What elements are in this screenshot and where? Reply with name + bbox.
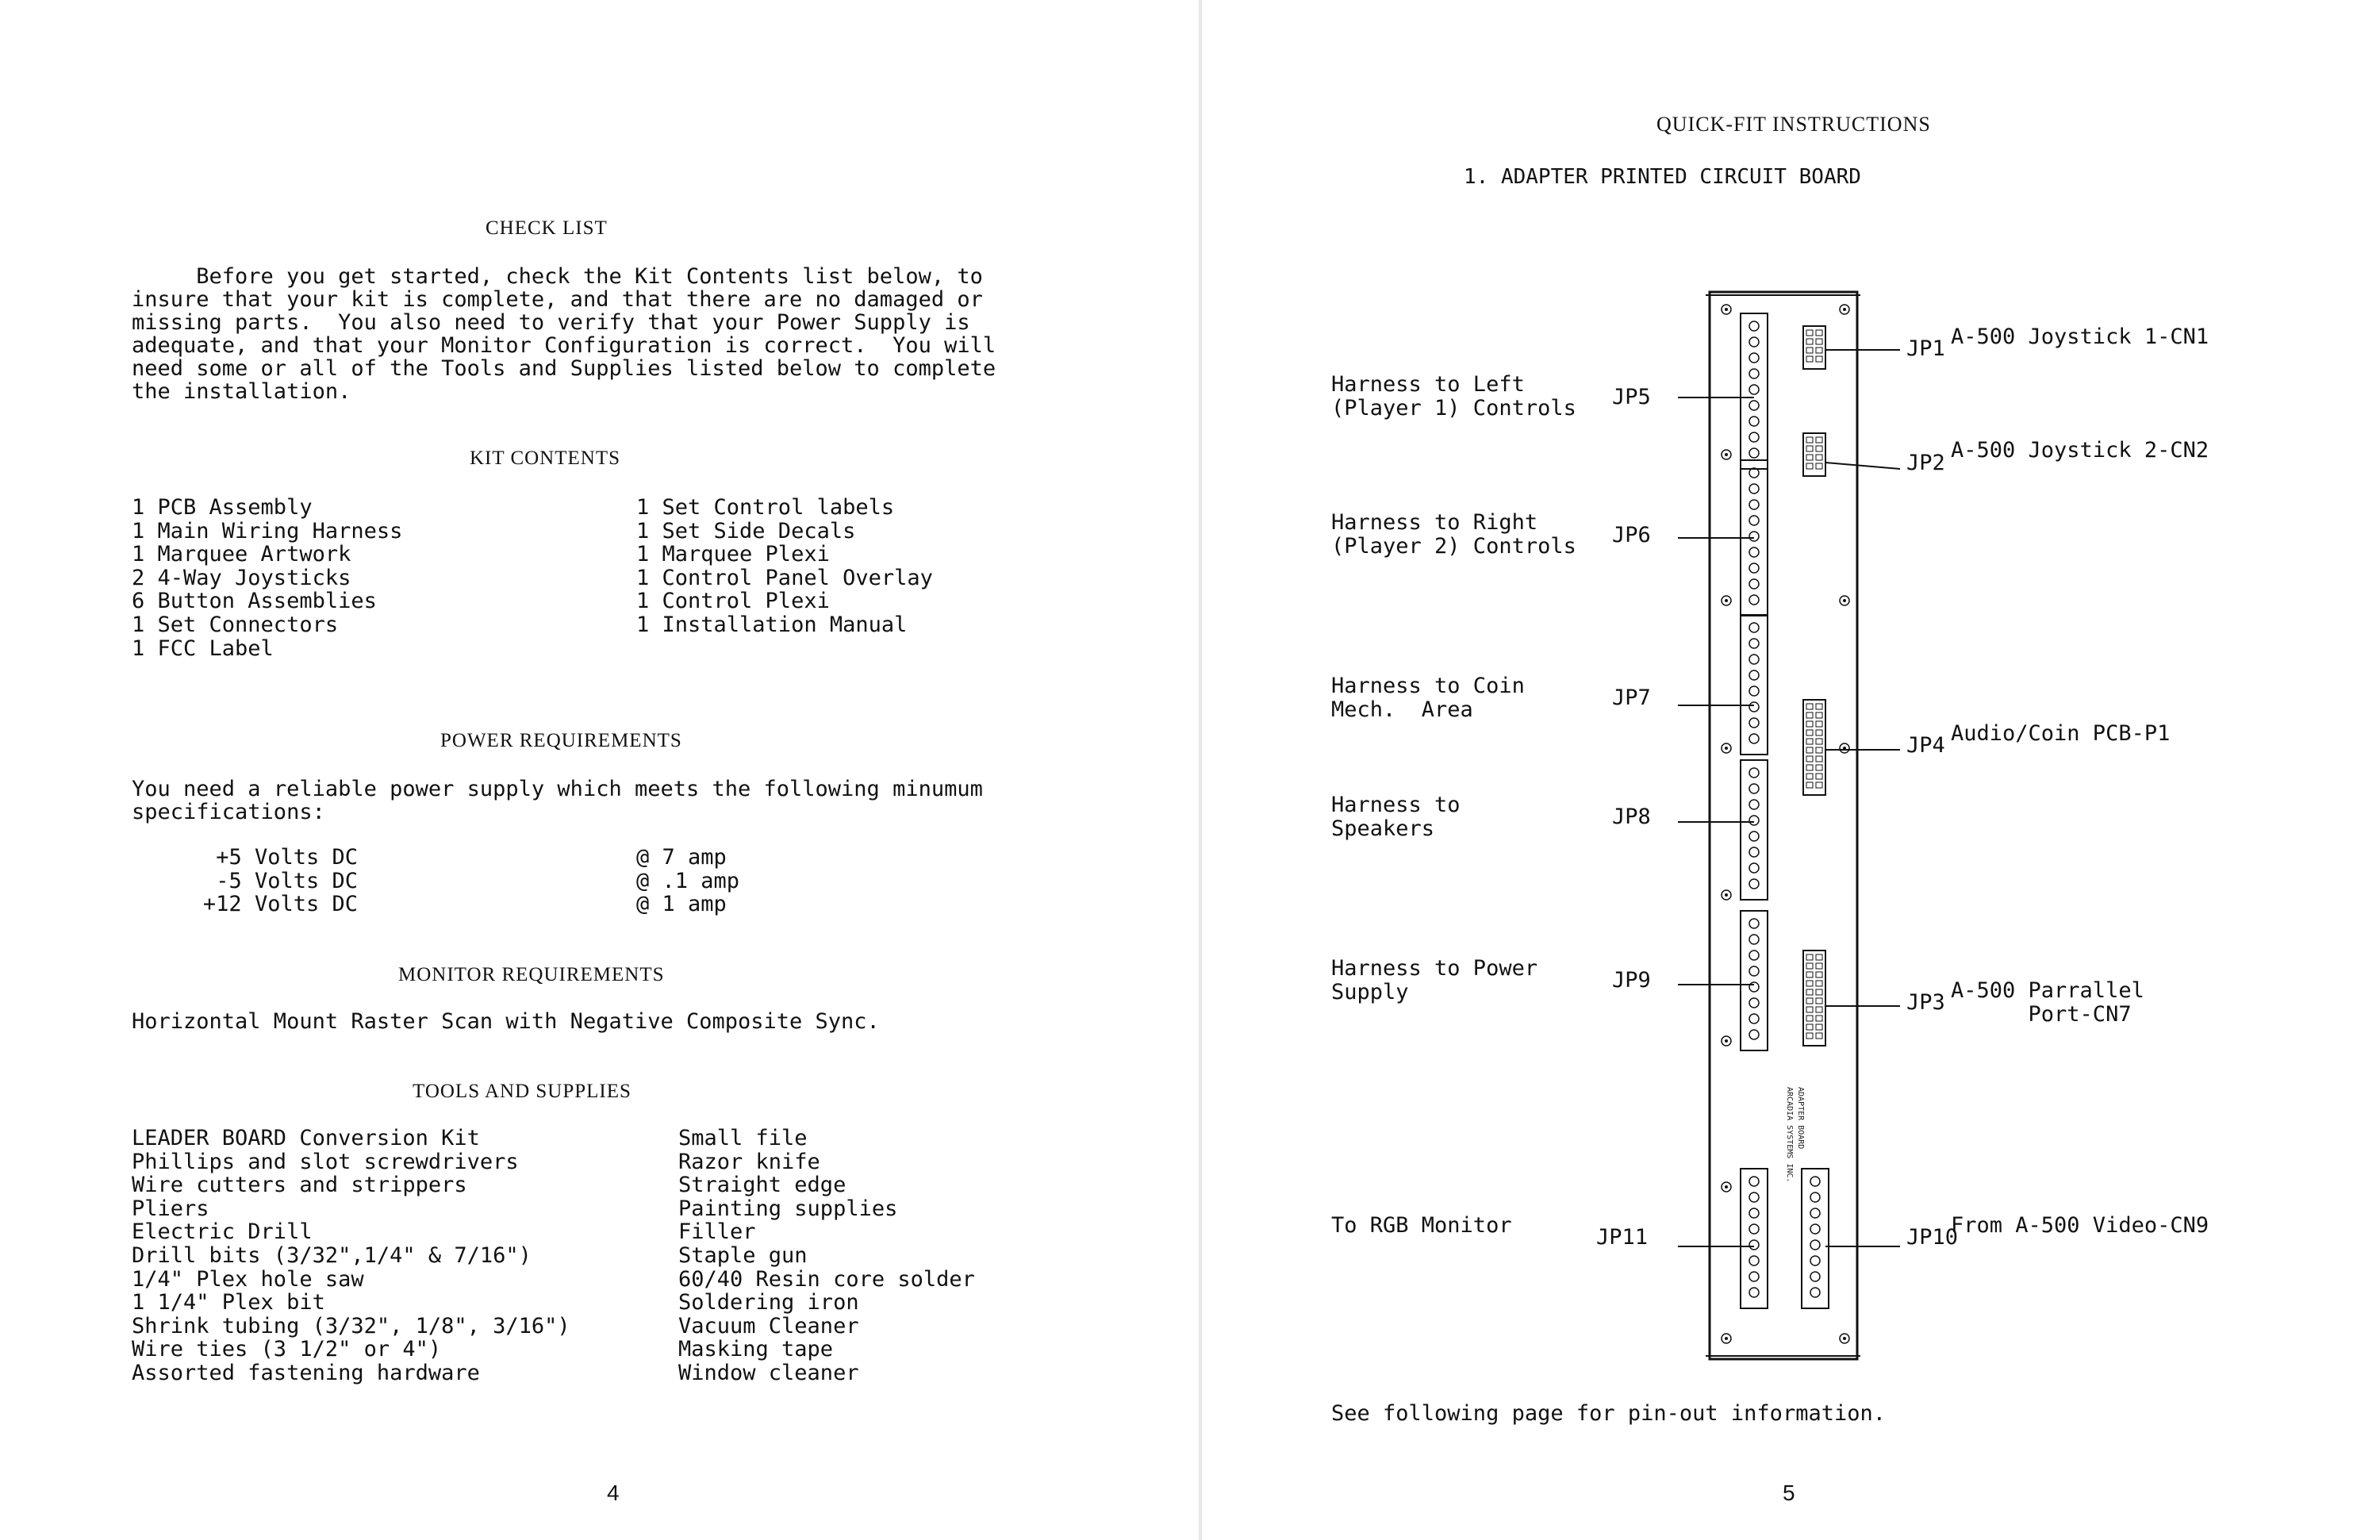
jp7-connector-pin (1749, 655, 1759, 664)
kit-item: 1 Set Side Decals (636, 518, 856, 543)
jp11-connector-pin (1749, 1224, 1759, 1234)
jp2-header-pin (1806, 437, 1813, 443)
kit-item: 1 Marquee Artwork (132, 542, 351, 567)
tool-item: Filler (678, 1219, 756, 1245)
jp1-header-pin (1816, 348, 1822, 353)
jp9-connector-pin (1749, 950, 1759, 960)
section-subtitle: 1. ADAPTER PRINTED CIRCUIT BOARD (1464, 165, 1861, 189)
jp2-header-pin (1816, 455, 1822, 460)
jp5-connector-pin (1749, 385, 1759, 394)
harness-label-line: Supply (1331, 980, 1409, 1004)
jp3-header-pin (1816, 954, 1822, 960)
adapter-pcb-diagram (1202, 0, 2380, 1540)
jp3-header-pin (1816, 981, 1822, 986)
jp5-connector-pin (1749, 337, 1759, 347)
jp4-header-pin (1816, 765, 1822, 770)
jp3-header-pin (1816, 963, 1822, 969)
harness-label-line: Harness to Power (1331, 956, 1538, 981)
jp3-header-pin (1816, 1033, 1822, 1039)
power-amp-item: @ .1 amp (636, 868, 740, 893)
kit-item: 6 Button Assemblies (132, 589, 377, 614)
jp3-header-pin (1806, 972, 1813, 977)
jp11-connector-pin (1749, 1192, 1759, 1202)
jp4-header-pin (1806, 774, 1813, 779)
connector-label-line: A-500 Joystick 1-CN1 (1951, 325, 2209, 349)
power-amp-item: @ 7 amp (636, 845, 727, 870)
kit-item: 1 PCB Assembly (132, 495, 313, 520)
page-number-left: 4 (607, 1480, 620, 1505)
jp4-header-pin (1806, 782, 1813, 788)
jp9-connector-pin (1749, 1030, 1759, 1039)
jp2-header-pin (1806, 446, 1813, 451)
kit-contents-left-list (132, 496, 402, 660)
jp5-connector-pin (1749, 448, 1759, 458)
tool-item: Shrink tubing (3/32", 1/8", 3/16") (132, 1313, 570, 1338)
checklist-title: CHECK LIST (486, 217, 608, 239)
tools-supplies-title: TOOLS AND SUPPLIES (413, 1081, 631, 1102)
jp6-connector-pin (1749, 500, 1759, 509)
jp3-header-pin (1816, 1024, 1822, 1030)
power-intro-line: You need a reliable power supply which meets the following minumum (132, 777, 983, 801)
jp9-connector-pin (1749, 966, 1759, 976)
jp10-connector-pin (1810, 1240, 1820, 1250)
tool-item: Staple gun (678, 1242, 808, 1268)
jp5-connector-pin (1749, 432, 1759, 442)
jumper-label: JP8 (1612, 805, 1651, 829)
harness-label (1331, 511, 1576, 559)
jp4-header-pin (1806, 756, 1813, 762)
jp8-connector-pin (1749, 831, 1759, 841)
jp10-connector-pin (1810, 1256, 1820, 1265)
jp4-header-pin (1806, 739, 1813, 744)
kit-item: 2 4-Way Joysticks (132, 565, 351, 590)
mounting-hole-center (1725, 893, 1728, 897)
kit-item: 1 Control Panel Overlay (636, 565, 933, 590)
jp4-header-pin (1816, 730, 1822, 735)
jp8-connector-pin (1749, 863, 1759, 873)
mounting-hole-center (1725, 1337, 1728, 1340)
jp10-connector-pin (1810, 1177, 1820, 1186)
jp8-connector-pin (1749, 847, 1759, 857)
mounting-hole-center (1725, 1039, 1728, 1043)
tools-left-list (132, 1127, 570, 1385)
mounting-hole-center (1843, 1337, 1846, 1340)
jp1-header-pin (1806, 348, 1813, 353)
jp4-header-pin (1816, 774, 1822, 779)
jp4-header-pin (1816, 756, 1822, 762)
connector-label (1951, 722, 2170, 746)
jp4-header-pin (1816, 704, 1822, 709)
jp7-connector-pin (1749, 734, 1759, 743)
jp1-header-pin (1816, 356, 1822, 362)
harness-label-line: Mech. Area (1331, 697, 1473, 722)
harness-label (1331, 373, 1576, 421)
tool-item: 1/4" Plex hole saw (132, 1266, 364, 1292)
jp8-connector-pin (1749, 879, 1759, 889)
jp3-header-pin (1806, 981, 1813, 986)
connector-label (1951, 979, 2144, 1027)
jp3-header-pin (1806, 954, 1813, 960)
jp4-header-pin (1816, 721, 1822, 727)
harness-label-line: Speakers (1331, 816, 1435, 841)
connector-label (1951, 325, 2209, 349)
jp4-header-pin (1816, 712, 1822, 718)
jp3-header-pin (1816, 998, 1822, 1004)
jp8-connector-pin (1749, 768, 1759, 778)
page-right (1202, 0, 2380, 1540)
jp9-connector-pin (1749, 1014, 1759, 1023)
harness-label-line: (Player 1) Controls (1331, 396, 1576, 421)
harness-label-line: To RGB Monitor (1331, 1213, 1512, 1238)
jp6-connector-pin (1749, 595, 1759, 605)
jp4-header-pin (1806, 721, 1813, 727)
jp4-header-pin (1816, 739, 1822, 744)
jp11-connector-pin (1749, 1177, 1759, 1186)
intro-line: Before you get started, check the Kit Contents list below, to (132, 264, 983, 289)
jp6-connector-pin (1749, 484, 1759, 493)
jumper-label: JP4 (1906, 733, 1945, 758)
harness-label (1331, 957, 1537, 1004)
jp7-connector-pin (1749, 639, 1759, 648)
jp3-header-pin (1806, 1016, 1813, 1021)
jp4-header-pin (1806, 765, 1813, 770)
jp10-connector-pin (1810, 1272, 1820, 1281)
jumper-label: JP6 (1612, 523, 1651, 547)
jp6-connector-pin (1749, 579, 1759, 589)
tool-item: 60/40 Resin core solder (678, 1266, 975, 1292)
jumper-label: JP5 (1612, 385, 1651, 409)
kit-item: 1 Marquee Plexi (636, 542, 830, 567)
jp2-header-pin (1806, 455, 1813, 460)
power-amp-item: @ 1 amp (636, 892, 727, 917)
mounting-hole-center (1843, 599, 1846, 602)
jp5-connector-pin (1749, 369, 1759, 378)
quickfit-title: QUICK-FIT INSTRUCTIONS (1656, 113, 1931, 136)
jp7-connector-pin (1749, 686, 1759, 696)
tool-item: Pliers (132, 1196, 209, 1221)
mounting-hole-center (1725, 747, 1728, 750)
tool-item: 1 1/4" Plex bit (132, 1290, 325, 1315)
intro-line: the installation. (132, 379, 351, 404)
power-volt-item: -5 Volts DC (216, 868, 358, 893)
jumper-label: JP11 (1596, 1225, 1649, 1250)
kit-item: 1 Set Control labels (636, 495, 895, 520)
jp8-connector-pin (1749, 800, 1759, 809)
jp11-connector-pin (1749, 1256, 1759, 1265)
jumper-label: JP2 (1906, 451, 1945, 475)
jp5-connector-pin (1749, 353, 1759, 363)
harness-label-line: Harness to (1331, 793, 1461, 817)
jp2-header-pin (1816, 437, 1822, 443)
tool-item: Electric Drill (132, 1219, 313, 1245)
footer-note: See following page for pin-out information. (1331, 1401, 1886, 1426)
jp8-connector-pin (1749, 816, 1759, 825)
tool-item: Small file (678, 1126, 808, 1150)
connector-label-line: From A-500 Video-CN9 (1951, 1213, 2209, 1238)
jp3-header-pin (1806, 1033, 1813, 1039)
jp10-connector-pin (1810, 1288, 1820, 1297)
kit-item: 1 FCC Label (132, 636, 274, 661)
intro-line: insure that your kit is complete, and that there are no damaged or (132, 287, 983, 312)
connector-label-line: A-500 Parrallel (1951, 978, 2144, 1003)
power-intro-line: specifications: (132, 800, 325, 824)
jumper-label: JP9 (1612, 968, 1651, 993)
jp3-header-pin (1806, 963, 1813, 969)
tool-item: Soldering iron (678, 1290, 859, 1315)
power-volts-list (187, 846, 358, 916)
harness-label-line: Harness to Left (1331, 372, 1525, 397)
tool-item: Straight edge (678, 1173, 846, 1198)
jp4-header-pin (1806, 704, 1813, 709)
jp11-connector-pin (1749, 1240, 1759, 1250)
tool-item: Razor knife (678, 1149, 820, 1174)
jp11-connector-pin (1749, 1288, 1759, 1297)
power-requirements-title: POWER REQUIREMENTS (440, 730, 682, 751)
jp1-header-pin (1816, 339, 1822, 344)
jp9-connector-pin (1749, 919, 1759, 928)
jp3-header-pin (1806, 1024, 1813, 1030)
jp3-header-pin (1816, 972, 1822, 977)
power-volt-item: +12 Volts DC (202, 892, 358, 917)
kit-item: 1 Control Plexi (636, 589, 830, 614)
jp1-header-pin (1806, 339, 1813, 344)
kit-contents-title: KIT CONTENTS (470, 447, 621, 469)
connector-label (1951, 439, 2209, 463)
intro-line: need some or all of the Tools and Supplies listed below to complete (132, 356, 996, 381)
jp10-connector-pin (1810, 1224, 1820, 1234)
jp1-header-pin (1806, 356, 1813, 362)
connector-label-line: Audio/Coin PCB-P1 (1951, 721, 2171, 746)
jp8-connector-pin (1749, 784, 1759, 793)
kit-contents-right-list (636, 496, 933, 637)
jumper-label: JP10 (1906, 1225, 1959, 1250)
tool-item: Window cleaner (678, 1360, 859, 1385)
jp3-header-pin (1816, 989, 1822, 995)
jp10-connector-pin (1810, 1208, 1820, 1218)
jp5-connector-pin (1749, 401, 1759, 410)
harness-label-line: Harness to Coin (1331, 674, 1525, 698)
harness-label (1331, 1214, 1512, 1238)
harness-label (1331, 674, 1525, 722)
jp10-connector-pin (1810, 1192, 1820, 1202)
mounting-hole-center (1725, 453, 1728, 456)
jp4-header-pin (1816, 747, 1822, 753)
leader-line (1825, 463, 1900, 469)
tool-item: Masking tape (678, 1337, 834, 1362)
intro-line: missing parts. You also need to verify that your Power Supply is (132, 310, 970, 335)
intro-paragraph (132, 265, 1084, 403)
jp9-connector-pin (1749, 935, 1759, 944)
power-amps-list (636, 846, 739, 916)
connector-label-line: A-500 Joystick 2-CN2 (1951, 438, 2209, 463)
tools-right-list (678, 1127, 975, 1385)
jp11-connector-pin (1749, 1272, 1759, 1281)
kit-item: 1 Installation Manual (636, 612, 908, 637)
intro-line: adequate, and that your Monitor Configuration is correct. You will (132, 333, 996, 358)
mounting-hole-center (1725, 308, 1728, 311)
jp4-header-pin (1806, 747, 1813, 753)
kit-item: 1 Main Wiring Harness (132, 518, 403, 543)
jp2-header-pin (1806, 463, 1813, 469)
jp5-connector-pin (1749, 417, 1759, 426)
jp9-connector-pin (1749, 998, 1759, 1008)
jp3-header-pin (1816, 1007, 1822, 1012)
jp3-header-pin (1806, 998, 1813, 1004)
harness-label-line: Harness to Right (1331, 510, 1538, 535)
jp4-header-pin (1806, 712, 1813, 718)
jp11-connector-pin (1749, 1208, 1759, 1218)
connector-label (1951, 1214, 2209, 1238)
jp6-connector-pin (1749, 563, 1759, 573)
connector-label-line: Port-CN7 (1951, 1002, 2132, 1027)
jp4-header-pin (1816, 782, 1822, 788)
jp7-connector-pin (1749, 670, 1759, 680)
pcb-silk-text-2: ADAPTER BOARD (1796, 1087, 1805, 1150)
harness-label (1331, 793, 1461, 841)
jp2-header-pin (1816, 463, 1822, 469)
jumper-label: JP1 (1906, 336, 1945, 361)
mounting-hole-center (1843, 308, 1846, 311)
jp7-connector-pin (1749, 718, 1759, 728)
jp6-connector-pin (1749, 547, 1759, 557)
power-intro (132, 778, 1084, 824)
harness-label-line: (Player 2) Controls (1331, 534, 1576, 559)
jumper-label: JP3 (1906, 990, 1945, 1015)
tool-item: Painting supplies (678, 1196, 898, 1221)
jumper-label: JP7 (1612, 686, 1651, 710)
jp4-header-pin (1806, 730, 1813, 735)
jp3-header-pin (1806, 989, 1813, 995)
monitor-text: Horizontal Mount Raster Scan with Negative Composite Sync. (132, 1009, 880, 1034)
jp6-connector-pin (1749, 516, 1759, 525)
monitor-requirements-title: MONITOR REQUIREMENTS (398, 964, 665, 985)
jp6-connector-pin (1749, 532, 1759, 541)
jp3-header-pin (1806, 1007, 1813, 1012)
mounting-hole-center (1725, 1185, 1728, 1189)
pcb-silk-text: ARCADIA SYSTEMS INC. (1785, 1087, 1794, 1183)
tool-item: Wire cutters and strippers (132, 1173, 467, 1198)
tool-item: Wire ties (3 1/2" or 4") (132, 1337, 442, 1362)
tool-item: Vacuum Cleaner (678, 1313, 859, 1338)
jp7-connector-pin (1749, 623, 1759, 632)
jp5-connector-pin (1749, 321, 1759, 331)
jp2-header-pin (1816, 446, 1822, 451)
jp1-header-pin (1816, 330, 1822, 336)
jp7-connector-pin (1749, 702, 1759, 712)
mounting-hole-center (1725, 599, 1728, 602)
page-number-right: 5 (1783, 1480, 1795, 1505)
jp3-header-pin (1816, 1016, 1822, 1021)
jp9-connector-pin (1749, 982, 1759, 992)
tool-item: Drill bits (3/32",1/4" & 7/16") (132, 1242, 532, 1268)
tool-item: Assorted fastening hardware (132, 1360, 480, 1385)
tool-item: LEADER BOARD Conversion Kit (132, 1126, 480, 1150)
tool-item: Phillips and slot screwdrivers (132, 1149, 519, 1174)
pcb-outline (1710, 292, 1857, 1359)
kit-item: 1 Set Connectors (132, 612, 339, 637)
power-volt-item: +5 Volts DC (216, 845, 358, 870)
jp1-header-pin (1806, 330, 1813, 336)
